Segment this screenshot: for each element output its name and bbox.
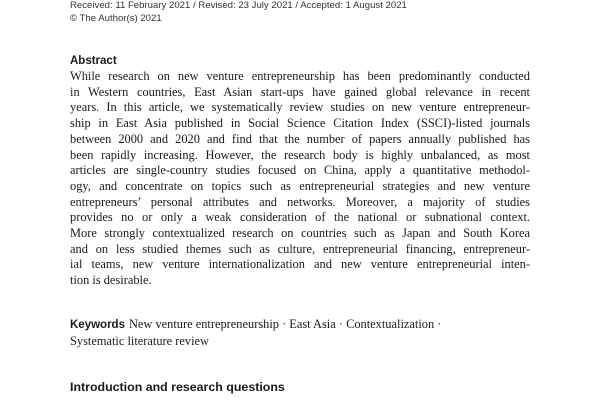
keywords-block — [70, 317, 530, 349]
abstract-line: ship in East Asia published in Social Science Citation Index (SSCI)-listed journals — [70, 116, 530, 131]
abstract-line: been rapidly increasing. However, the research body is highly unbalanced, as most — [70, 147, 530, 162]
abstract-line: articles are single-country studies focused on China, apply a quantitative methodol- — [70, 163, 530, 178]
abstract-line: and on less studied themes such as culture, entrepreneurial financing, entrepreneur- — [70, 241, 530, 256]
abstract-heading: Abstract — [70, 55, 117, 67]
abstract-line: More strongly contextualized research on countries such as Japan and South Korea — [70, 226, 530, 241]
keywords-label: Keywords — [70, 319, 125, 331]
abstract-line: While research on new venture entrepreneurship has been predominantly conducted — [70, 69, 530, 83]
submission-dates: Received: 11 February 2021 / Revised: 23 July 2021 / Accepted: 1 August 2021 — [70, 0, 407, 11]
abstract-line: entrepreneurs’ personal attributes and networks. Moreover, a majority of studies — [70, 194, 530, 209]
keywords-list-line-1: New venture entrepreneurship · East Asia · Contextualization · — [128, 317, 442, 331]
copyright-notice: © The Author(s) 2021 — [70, 13, 162, 24]
abstract-line: between 2000 and 2020 and find that the number of papers annually published has — [70, 131, 530, 146]
keywords-list-line-2: Systematic literature review — [70, 333, 209, 348]
abstract-line: ogy, and concentrate on topics such as entrepreneurial strategies and new venture — [70, 178, 530, 193]
abstract-body — [70, 69, 530, 289]
abstract-line: provides no or only a weak consideration of the national or subnational context. — [70, 210, 530, 225]
abstract-line: in Western countries, East Asian start-ups have gained global relevance in recent — [70, 84, 530, 99]
section-heading: Introduction and research questions — [70, 380, 285, 394]
abstract-line: tion is desirable. — [70, 273, 152, 288]
abstract-line: years. In this article, we systematically review studies on new venture entrepreneur- — [70, 100, 530, 115]
abstract-line: ial teams, new venture internationalization and new venture entrepreneurial inten- — [70, 257, 530, 272]
